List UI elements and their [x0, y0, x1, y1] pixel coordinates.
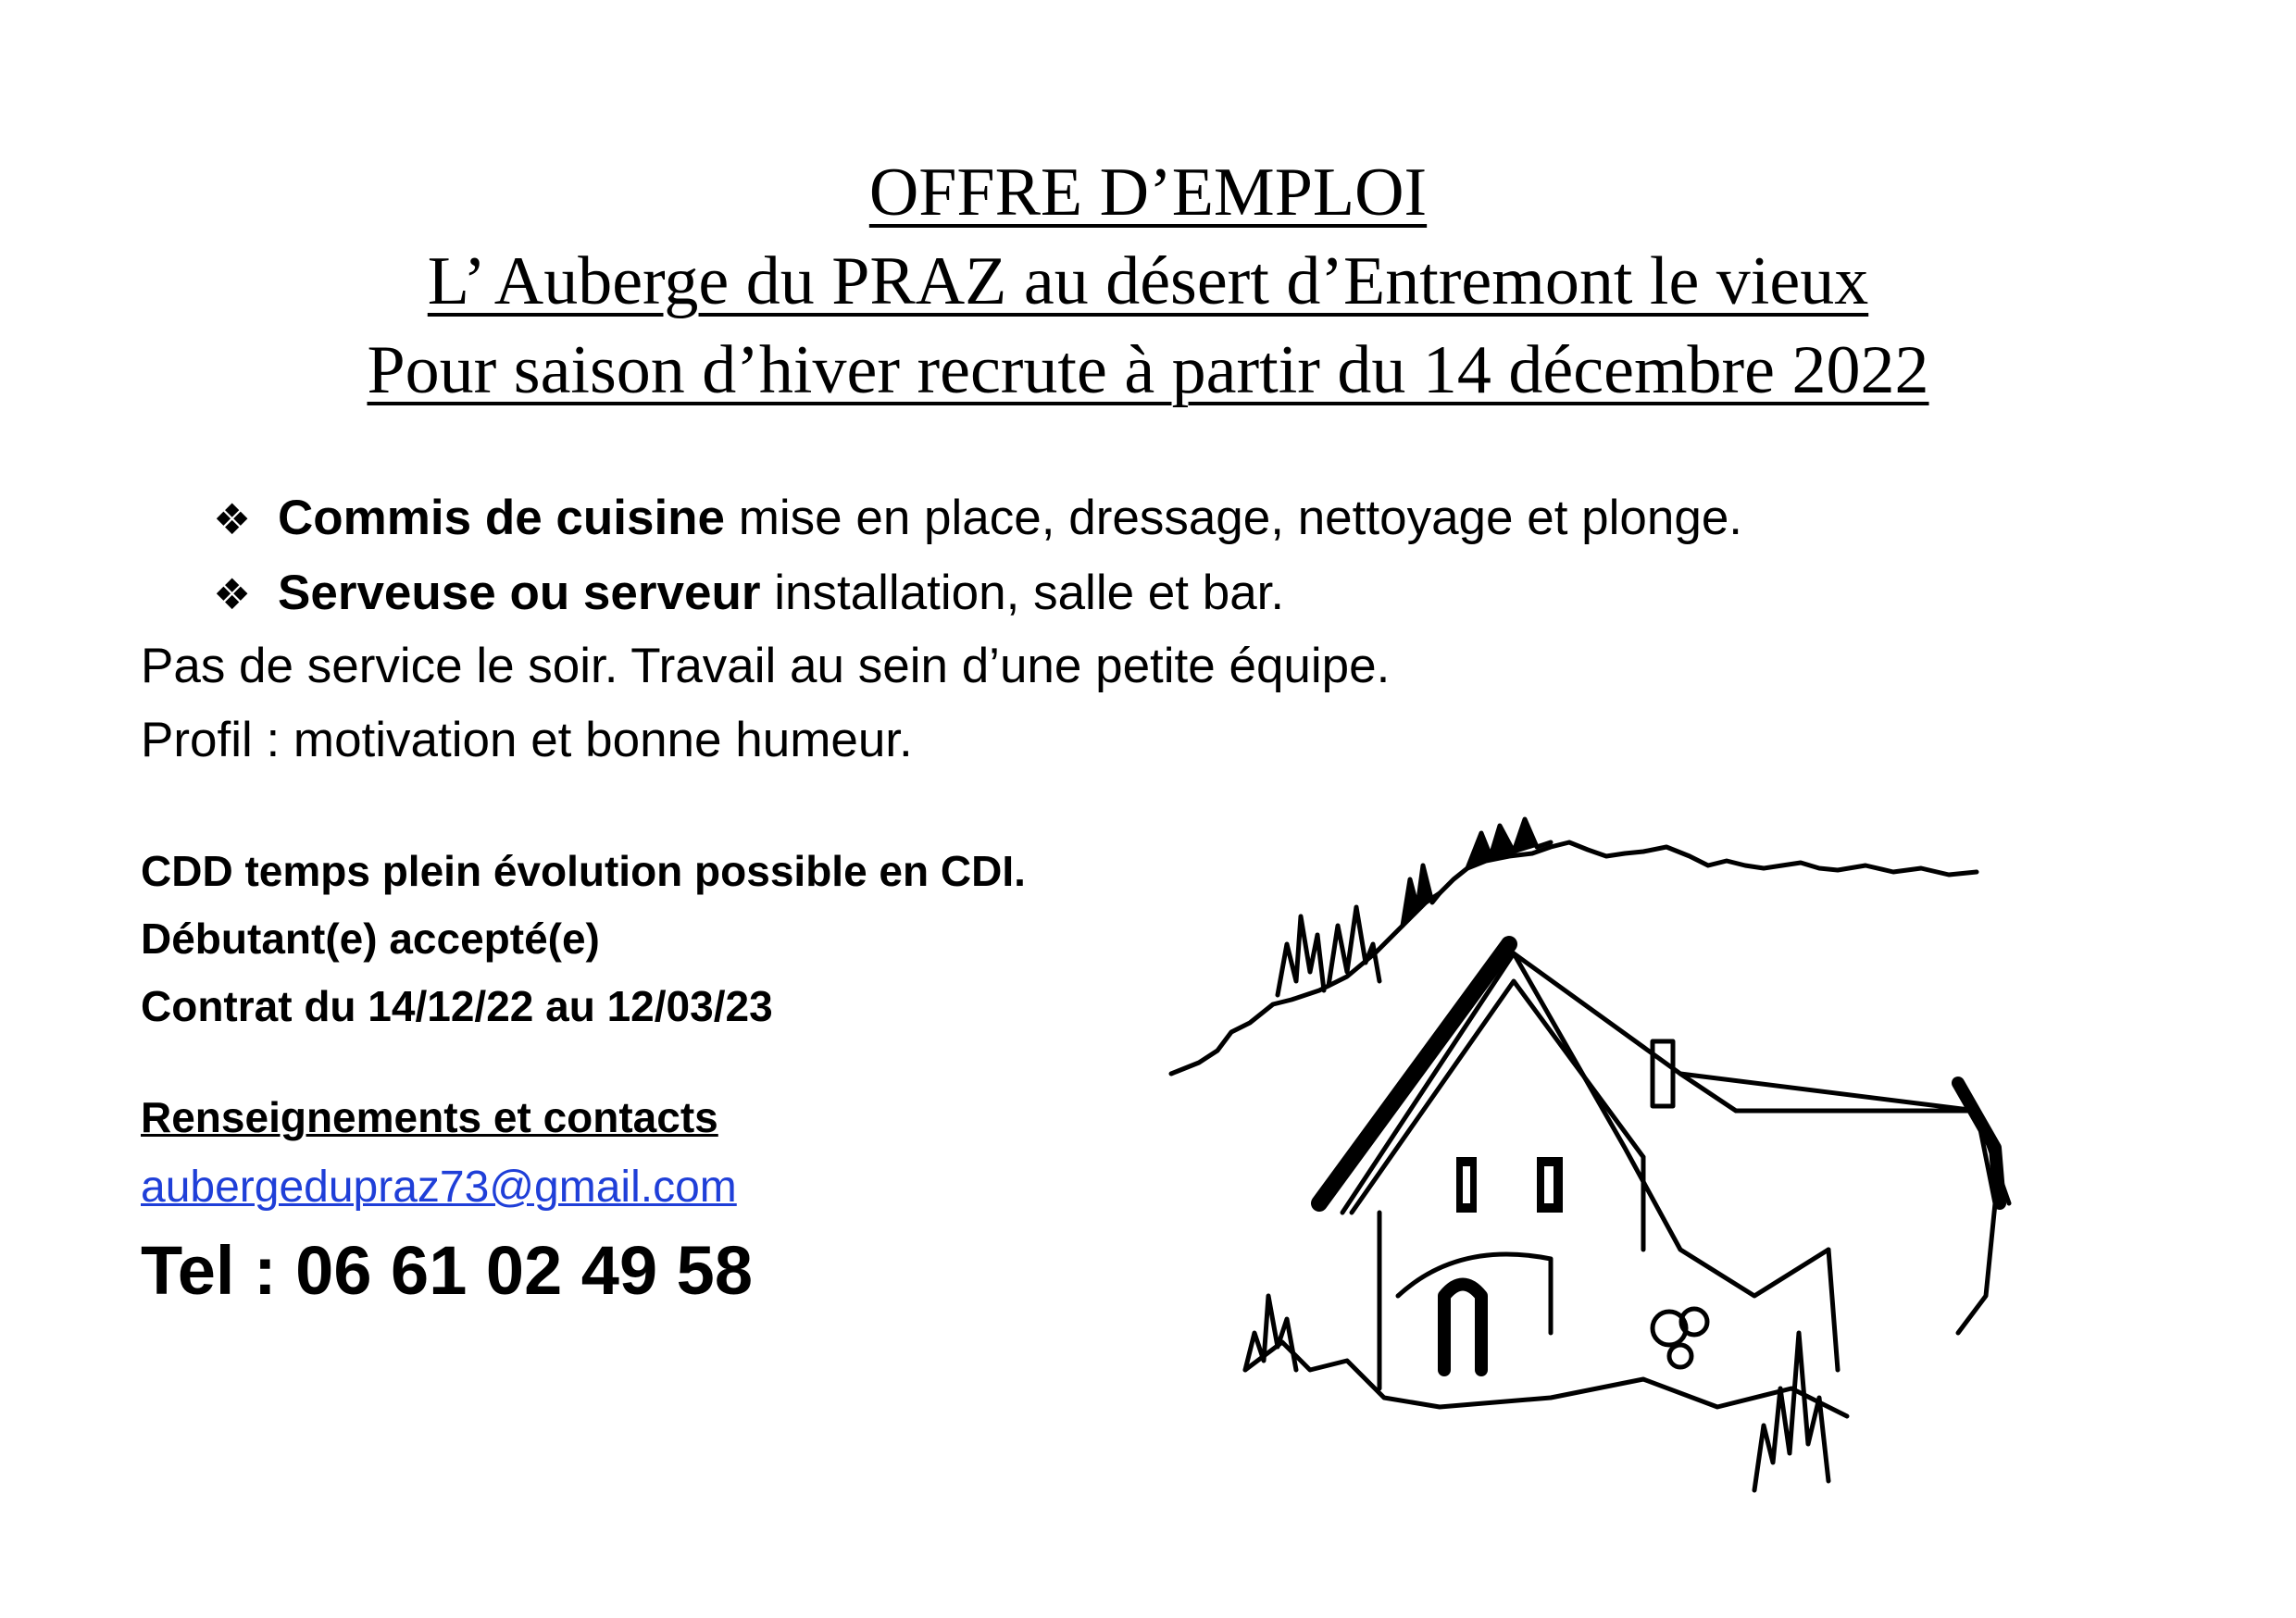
contract-details — [141, 838, 1026, 1040]
note-profile: Profil : motivation et bonne humeur. — [141, 713, 913, 767]
position-title: Serveuse ou serveur — [278, 566, 761, 620]
header — [0, 148, 2296, 415]
position-title: Commis de cuisine — [278, 491, 726, 545]
header-recruit-line: Pour saison d’hiver recrute à partir du 14 décembre 2022 — [367, 332, 1929, 408]
header-title: OFFRE D’EMPLOI — [868, 155, 1428, 230]
mountain-chalet-drawing — [1162, 815, 2065, 1500]
note-no-evening: Pas de service le soir. Travail au sein d’une petite équipe. — [141, 639, 1391, 693]
contract-beginner: Débutant(e) accepté(e) — [141, 915, 600, 963]
contract-dates: Contrat du 14/12/22 au 12/03/23 — [141, 982, 773, 1030]
positions-list — [213, 481, 1742, 631]
contact-heading: Renseignements et contacts — [141, 1093, 718, 1141]
four-diamond-bullet-icon: ❖ — [213, 569, 252, 619]
email-link[interactable]: aubergedupraz73@gmail.com — [141, 1163, 737, 1212]
position-item — [213, 556, 1742, 631]
header-subtitle: L’ Auberge du PRAZ au désert d’Entremont le vieux — [427, 243, 1869, 319]
position-item — [213, 481, 1742, 556]
position-description: installation, salle et bar. — [760, 566, 1285, 620]
four-diamond-bullet-icon: ❖ — [213, 494, 252, 544]
position-description: mise en place, dressage, nettoyage et plonge. — [725, 491, 1743, 545]
phone-number: Tel : 06 61 02 49 58 — [141, 1232, 753, 1309]
contract-type: CDD temps plein évolution possible en CDI. — [141, 847, 1026, 895]
